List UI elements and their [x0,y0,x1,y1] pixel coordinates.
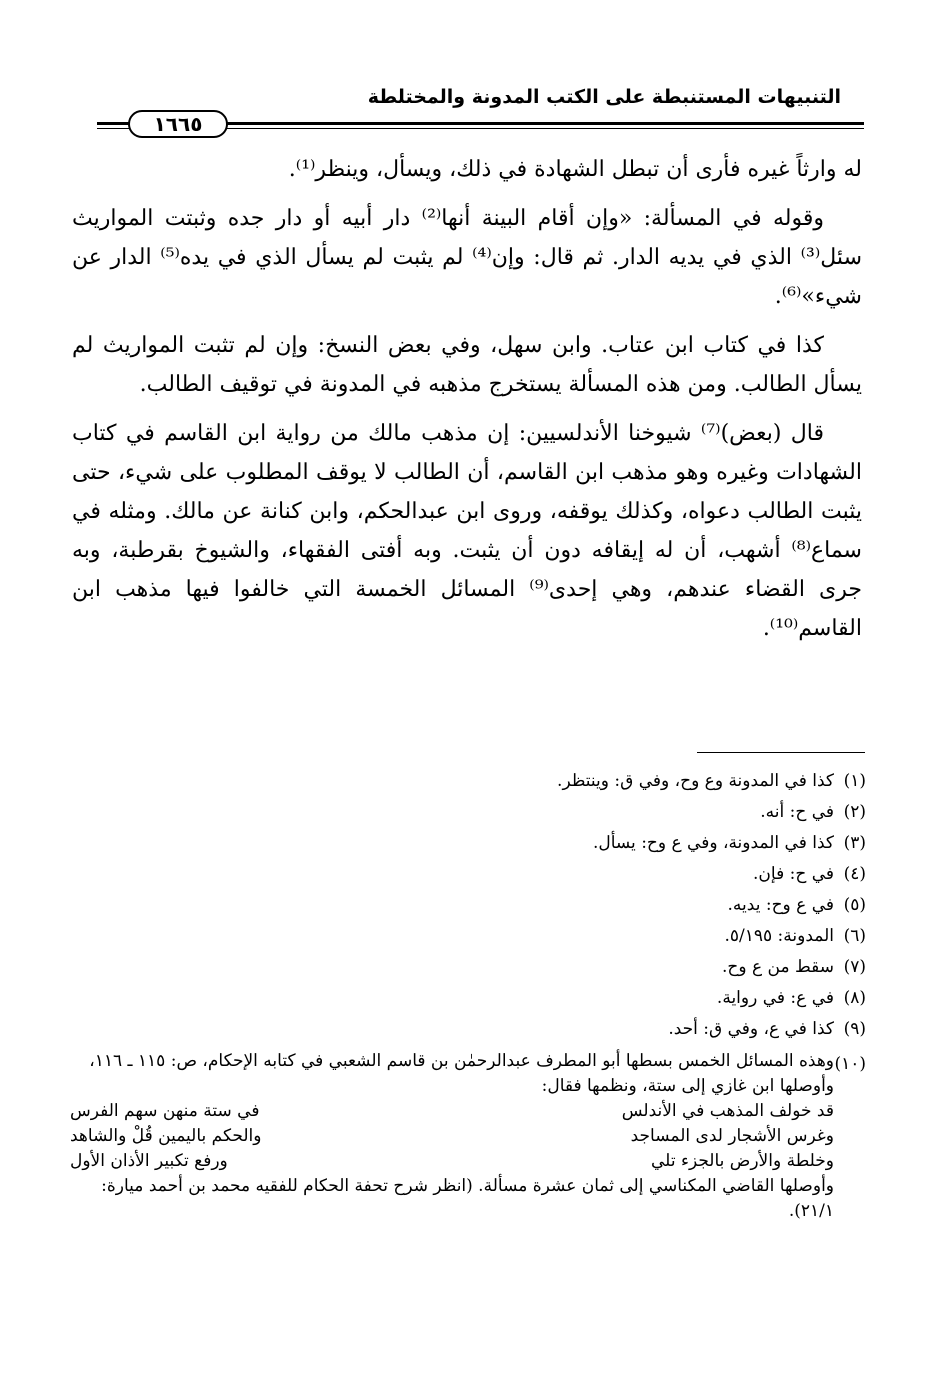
paragraph: له وارثاً غيره فأرى أن تبطل الشهادة في ذلك، ويسأل، وينظر⁽¹⁾. [288,157,862,182]
paragraph: قال (بعض)⁽⁷⁾ شيوخنا الأندلسيين: إن مذهب مالك من رواية ابن القاسم في كتاب الشهادات وغيره وهو مذهب ابن القاسم، أن الطالب لا يوقف المطلوب على شيء، حتى يثبت الطالب دعواه، وكذلك يوقفه، وروى ابن عبدالحكم، وابن كنانة عن مالك. ومثله في سماع⁽⁸⁾ أشهب، أن له إيقافه دون أن يثبت. وبه أفتى الفقهاء، والشيوخ بقرطبة، وبه جرى القضاء عندهم، وهي إحدى⁽⁹⁾ المسائل الخمسة التي خالفوا فيها مذهب ابن القاسم⁽¹⁰⁾. [72,421,862,641]
footnote-text: كذا في المدونة وع وح، وفي ق: وينتظر. [557,771,834,791]
footnote [70,766,866,797]
poem-verse [70,1149,834,1174]
running-title: التنبيهات المستنبطة على الكتب المدونة والمختلطة [367,86,841,108]
main-text [72,150,862,658]
footnote [70,859,866,890]
verse-first-hemistich: وخلطة والأرض بالجزء تلي [651,1151,834,1171]
footnote-text: كذا في المدونة، وفي ع وح: يسأل. [592,833,834,853]
footnotes [70,766,866,1224]
verse-second-hemistich: في ستة منهن سهم الفرس [70,1101,260,1121]
footnote-separator [697,752,865,753]
footnote-intro: وهذه المسائل الخمس بسطها أبو المطرف عبدالرحمٰن بن قاسم الشعبي في كتابه الإحكام، ص: ١١٥ ـ ١١٦، وأوصلها ابن غازي إلى ستة، ونظمها فقال: [89,1051,834,1096]
footnote-text: سقط من ع وح. [722,957,834,977]
verse-second-hemistich: والحكم باليمين قُلْ والشاهد [70,1126,262,1146]
verse-first-hemistich: وغرس الأشجار لدى المساجد [630,1126,834,1146]
footnote-number: (٨) [843,988,866,1008]
footnote-number: (٣) [843,833,866,853]
footnote [70,1014,866,1045]
footnote-number: (٧) [843,957,866,977]
poem-verse [70,1099,834,1124]
footnote-number: (١٠) [834,1054,866,1074]
footnote-text: في ح: أنه. [760,802,834,822]
footnote-number: (٦) [843,926,866,946]
footnote-text [70,1049,834,1224]
footnote [70,890,866,921]
footnote-text: المدونة: ٥/١٩٥. [724,926,834,946]
paragraph: وقوله في المسألة: «وإن أقام البينة أنها⁽²⁾ دار أبيه أو دار جده وثبتت المواريث سئل⁽³⁾ الذي في يديه الدار. ثم قال: وإن⁽⁴⁾ لم يثبت لم يسأل الذي في يده⁽⁵⁾ الدار عن شيء»⁽⁶⁾. [72,206,862,309]
footnote-number: (٤) [843,864,866,884]
footnote-text: في ع: في رواية. [716,988,834,1008]
footnote [70,952,866,983]
footnote [70,797,866,828]
footnote-text: في ع وح: يديه. [727,895,834,915]
footnote-number: (٩) [843,1019,866,1039]
footnote-number: (٥) [843,895,866,915]
footnote [70,983,866,1014]
verse-first-hemistich: قد خولف المذهب في الأندلس [621,1101,834,1121]
footnote-number: (١) [843,771,866,791]
poem-verse [70,1124,834,1149]
footnote-text: في ح: فإن. [753,864,834,884]
footnote-10 [70,1049,866,1224]
footnote [70,921,866,952]
page-number: ١٦٦٥ [128,110,228,138]
paragraph: كذا في كتاب ابن عتاب. وابن سهل، وفي بعض النسخ: وإن لم تثبت المواريث لم يسأل الطالب. ومن هذه المسألة يستخرج مذهبه في المدونة في توقيف الطالب. [72,333,862,397]
footnote-text: كذا في ع، وفي ق: أحد. [668,1019,834,1039]
footnote-number: (٢) [843,802,866,822]
verse-second-hemistich: ورفع تكبير الأذان الأول [70,1151,228,1171]
footnote-outro: وأوصلها القاضي المكناسي إلى ثمان عشرة مسألة. (انظر شرح تحفة الحكام للفقيه محمد بن أحمد ميارة: ٢١/١). [101,1176,834,1221]
poem [70,1099,834,1174]
footnote [70,828,866,859]
